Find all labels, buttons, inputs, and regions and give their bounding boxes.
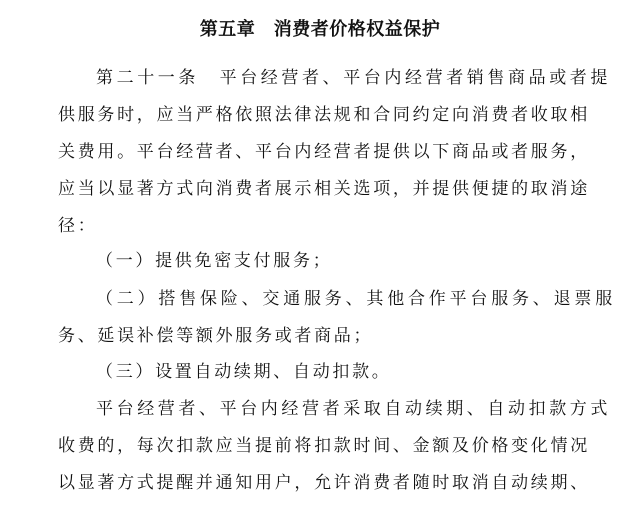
article-item-3: （三）设置自动续期、自动扣款。	[96, 362, 392, 382]
article-para-2-line-2: 收费的，每次扣款应当提前将扣款时间、金额及价格变化情况	[58, 436, 590, 456]
article-para-2-line-3: 以显著方式提醒并通知用户，允许消费者随时取消自动续期、	[58, 473, 590, 493]
article-line-4: 应当以显著方式向消费者展示相关选项，并提供便捷的取消途	[58, 179, 590, 199]
article-line-2: 供服务时，应当严格依照法律法规和合同约定向消费者收取相	[58, 105, 590, 125]
chapter-title: 第五章 消费者价格权益保护	[199, 19, 441, 40]
article-line-5: 径：	[58, 216, 98, 236]
article-item-1: （一）提供免密支付服务；	[96, 251, 333, 271]
article-para-2-line-1: 平台经营者、平台内经营者采取自动续期、自动扣款方式	[96, 399, 611, 419]
article-line-3: 关费用。平台经营者、平台内经营者提供以下商品或者服务，	[58, 142, 590, 162]
article-item-2-line-1: （二）搭售保险、交通服务、其他合作平台服务、退票服	[96, 289, 616, 309]
article-line-1: 第二十一条 平台经营者、平台内经营者销售商品或者提	[96, 68, 611, 88]
article-item-2-line-2: 务、延误补偿等额外服务或者商品；	[58, 326, 374, 346]
